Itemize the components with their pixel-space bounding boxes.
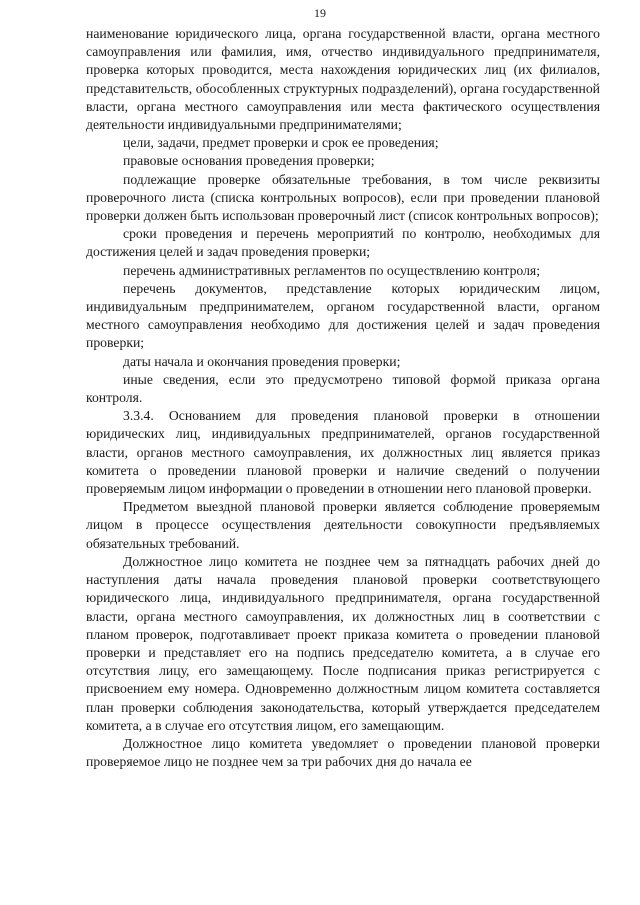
paragraph-8: даты начала и окончания проведения проверки; (123, 353, 401, 369)
paragraph-4: подлежащие проверке обязательные требования, в том числе реквизиты проверочного листа (списка контрольных вопросов), если при проведении плановой проверки должен быть использован проверочный лист (список контрольных вопросов); (86, 171, 600, 224)
page-number: 19 (314, 6, 326, 20)
paragraph-7: перечень документов, представление которых юридическим лицом, индивидуальным предпринимателем, органом государственной власти, органом местного самоуправления необходимо для достижения целей и задач проведения проверки; (86, 280, 600, 351)
paragraph-13: Должностное лицо комитета уведомляет о проведении плановой проверки проверяемое лицо не позднее чем за три рабочих дня до начала ее (86, 735, 600, 770)
paragraph-11: Предметом выездной плановой проверки является соблюдение проверяемым лицом в процессе осуществления деятельности совокупности предъявляемых обязательных требований. (86, 499, 600, 551)
paragraph-2: цели, задачи, предмет проверки и срок ее проведения; (123, 135, 439, 151)
paragraph-5: сроки проведения и перечень мероприятий по контролю, необходимых для достижения целей и задач проведения проверки; (86, 226, 600, 260)
paragraph-12: Должностное лицо комитета не позднее чем за пятнадцать рабочих дней до наступления даты начала проведения плановой проверки соответствующего юридического лица, индивидуального предпринимателя, органа государственной власти, органа местного самоуправления, их должностных лиц в соответствии с планом проверок, подготавливает проект приказа комитета о проведении плановой проверки и представляет его на подпись председателю комитета, а в случае его отсутствия лицу, его замещающему. После подписания приказ регистрируется с присвоением ему номера. Одновременно должностным лицом комитета составляется план проверки соблюдения законодательства, который утверждается председателем комитета, а в случае его отсутствия лицом, его замещающим. (86, 553, 600, 733)
paragraph-1: наименование юридического лица, органа государственной власти, органа местного самоуправления или фамилия, имя, отчество индивидуального предпринимателя, проверка которых проводится, места нахождения юридических лиц (их филиалов, представительств, обособленных структурных подразделений), органа государственной власти, органа местного самоуправления или места фактического осуществления деятельности индивидуальными предпринимателями; (86, 26, 600, 133)
paragraph-9: иные сведения, если это предусмотрено типовой формой приказа органа контроля. (86, 371, 600, 406)
document-body (86, 25, 600, 771)
paragraph-6: перечень административных регламентов по осуществлению контроля; (123, 262, 540, 278)
paragraph-10: 3.3.4. Основанием для проведения плановой проверки в отношении юридических лиц, индивидуальных предпринимателей, органов государственной власти, органов местного самоуправления, их должностных лиц является приказ комитета о проведении плановой проверки и наличие сведений о получении проверяемым лицом информации о проведении в отношении него плановой проверки. (86, 408, 600, 497)
paragraph-3: правовые основания проведения проверки; (123, 153, 375, 169)
